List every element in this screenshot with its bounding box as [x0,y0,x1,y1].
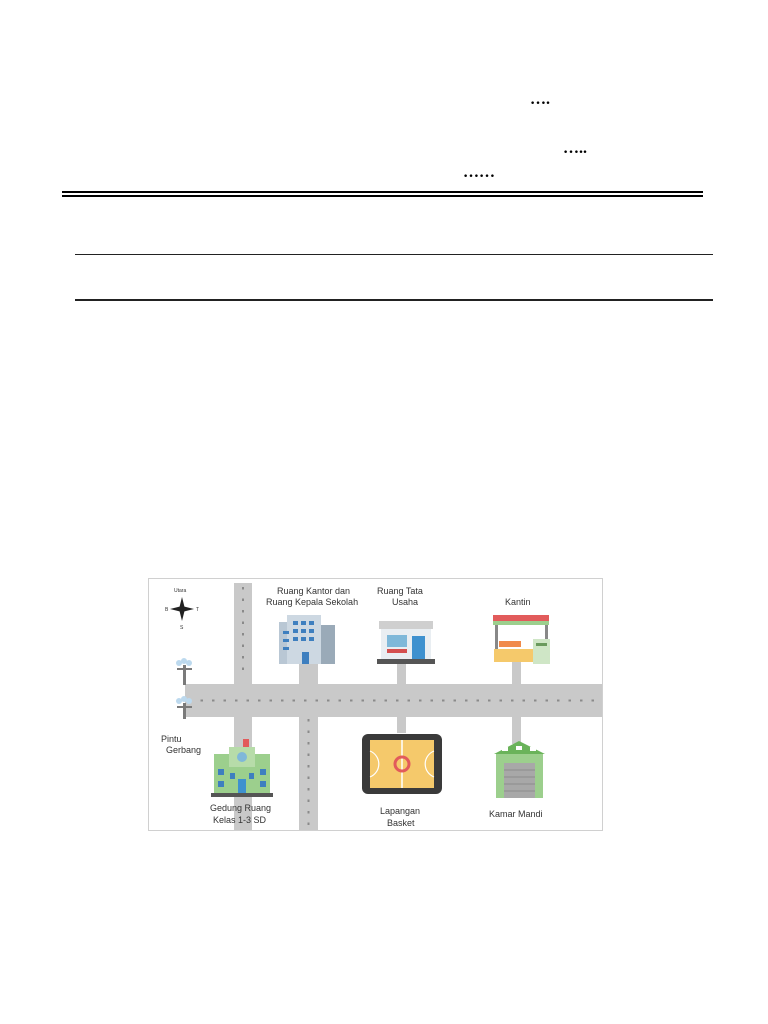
compass-north: Utara [174,588,187,594]
label-pintu-1: Pintu [161,734,182,744]
road-connector-kamar-mandi [512,716,521,744]
compass-icon [165,588,199,631]
compass-west: B [165,607,169,613]
blank-dots-1: …. [530,91,550,108]
school-map-svg [149,579,603,831]
canteen-stall-icon [493,615,550,664]
label-kantor-1: Ruang Kantor dan [277,586,351,596]
label-gedung-1: Gedung Ruang [210,803,272,813]
label-tata-usaha-2: Usaha [392,597,419,607]
double-divider [62,191,703,197]
label-tata-usaha-1: Ruang Tata [377,586,423,596]
office-building-icon [279,615,335,664]
admin-building-icon [377,621,435,664]
road-connector-kantin [512,659,521,685]
blank-dots-3: …… [463,164,495,181]
road-connector-lapangan [397,716,406,733]
blank-dots-2: ….. [563,140,587,157]
school-map [148,578,603,831]
label-kamar-mandi: Kamar Mandi [489,809,543,819]
compass-east: T [196,607,200,613]
road-connector-gedung [238,716,247,741]
label-pintu-2: Gerbang [166,745,202,755]
label-gedung-2: Kelas 1-3 SD [213,815,267,825]
answer-line-1 [75,254,713,255]
school-building-icon [211,739,273,797]
label-kantor-2: Ruang Kepala Sekolah [266,597,359,607]
answer-line-2 [75,299,713,301]
bathroom-building-icon [494,741,545,798]
basketball-court-icon [362,734,442,794]
label-lapangan-1: Lapangan [380,806,421,816]
label-kantin: Kantin [505,597,531,607]
label-lapangan-2: Basket [387,818,415,828]
compass-south: S [180,625,184,631]
